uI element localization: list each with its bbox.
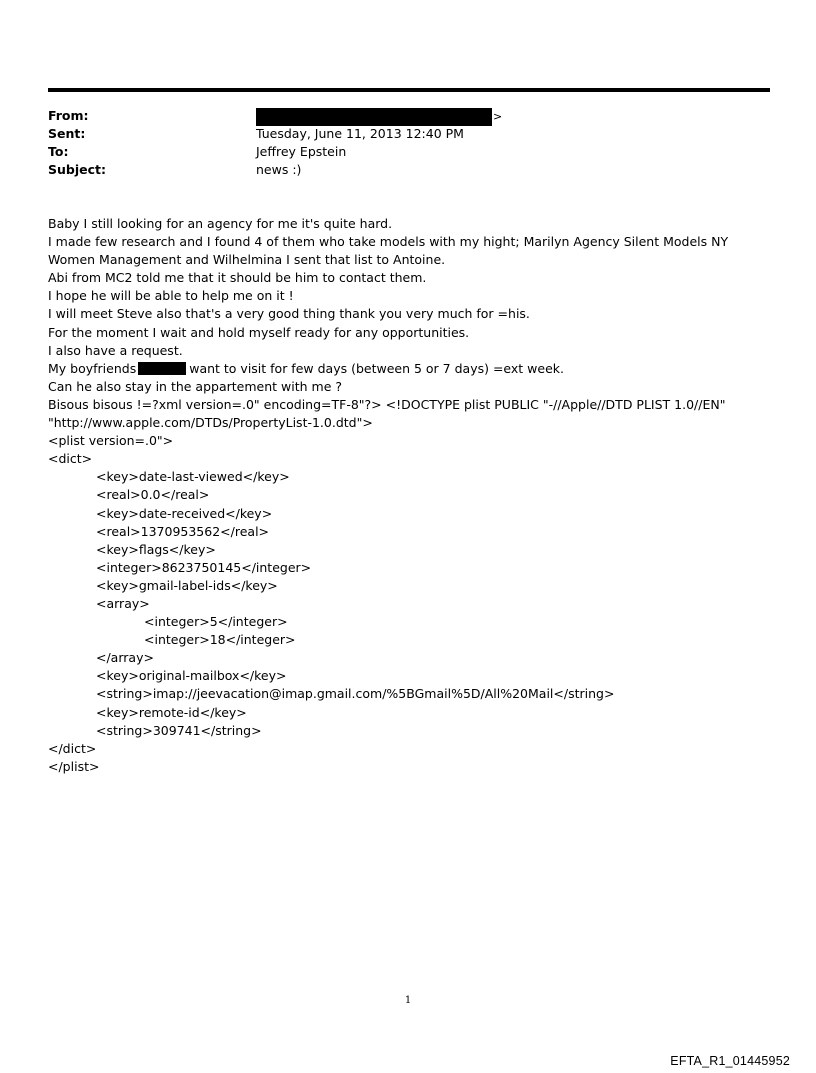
body-line: <real>0.0</real>: [96, 487, 210, 503]
body-line: <key>flags</key>: [96, 541, 216, 557]
page-number: 1: [404, 995, 412, 1006]
sent-label: Sent:: [48, 126, 86, 141]
to-row: [48, 143, 748, 161]
body-line: <integer>8623750145</integer>: [96, 559, 312, 575]
from-row: [48, 107, 748, 125]
body-line: <plist version=.0">: [48, 433, 174, 449]
redaction-box: [138, 362, 186, 375]
body-line: Abi from MC2 told me that it should be him to contact them.: [48, 270, 427, 286]
body-line: I will meet Steve also that's a very good thing thank you very much for =his.: [48, 306, 530, 322]
from-tail: >: [493, 109, 503, 123]
body-line: <key>gmail-label-ids</key>: [96, 577, 278, 593]
from-value: [256, 107, 502, 126]
header-divider: [48, 88, 770, 92]
body-line: Can he also stay in the appartement with me ?: [48, 378, 342, 394]
body-line: For the moment I wait and hold myself ready for any opportunities.: [48, 324, 470, 340]
body-line: I also have a request.: [48, 342, 183, 358]
subject-label: Subject:: [48, 162, 106, 177]
body-line: <integer>5</integer>: [144, 614, 288, 630]
sent-row: [48, 125, 748, 143]
body-line: I hope he will be able to help me on it !: [48, 288, 294, 304]
body-line: <integer>18</integer>: [144, 632, 296, 648]
body-line: Baby I still looking for an agency for me it's quite hard.: [48, 216, 393, 231]
to-label: To:: [48, 144, 69, 159]
body-text-segment: want to visit for few days (between 5 or 7 days) =ext week.: [189, 360, 564, 376]
body-line: Bisous bisous !=?xml version=.0" encoding=TF-8"?> <!DOCTYPE plist PUBLIC "-//Apple//DTD PLIST 1.0//EN": [48, 396, 726, 412]
subject-row: [48, 161, 748, 179]
body-line: <string>imap://jeevacation@imap.gmail.com/%5BGmail%5D/All%20Mail</string>: [96, 686, 615, 702]
sent-value: Tuesday, June 11, 2013 12:40 PM: [256, 126, 464, 141]
body-line: </array>: [96, 650, 154, 666]
subject-value: news :): [256, 162, 302, 177]
body-line: <real>1370953562</real>: [96, 523, 270, 539]
body-line: "http://www.apple.com/DTDs/PropertyList-1.0.dtd">: [48, 415, 373, 431]
from-label: From:: [48, 108, 89, 123]
body-line: <array>: [96, 595, 150, 611]
email-header: [48, 107, 748, 179]
to-value: Jeffrey Epstein: [256, 144, 347, 159]
body-line: <string>309741</string>: [96, 722, 262, 738]
body-text-segment: My boyfriends: [48, 360, 137, 376]
body-line: <key>original-mailbox</key>: [96, 668, 287, 684]
body-line-with-redaction: [48, 360, 768, 378]
body-line: I made few research and I found 4 of them who take models with my hight; Marilyn Agency Silent Models NY Women Management and Wilhelmina I sent that list to Antoine.: [48, 234, 729, 268]
body-line: <key>remote-id</key>: [96, 704, 247, 720]
body-line: <dict>: [48, 451, 93, 467]
body-line: <key>date-received</key>: [96, 505, 273, 521]
document-id: EFTA_R1_01445952: [670, 1054, 790, 1068]
email-body: [48, 215, 768, 776]
body-line: </plist>: [48, 758, 100, 774]
body-line: </dict>: [48, 740, 97, 756]
body-line: <key>date-last-viewed</key>: [96, 469, 290, 485]
redaction-box: [256, 108, 492, 126]
